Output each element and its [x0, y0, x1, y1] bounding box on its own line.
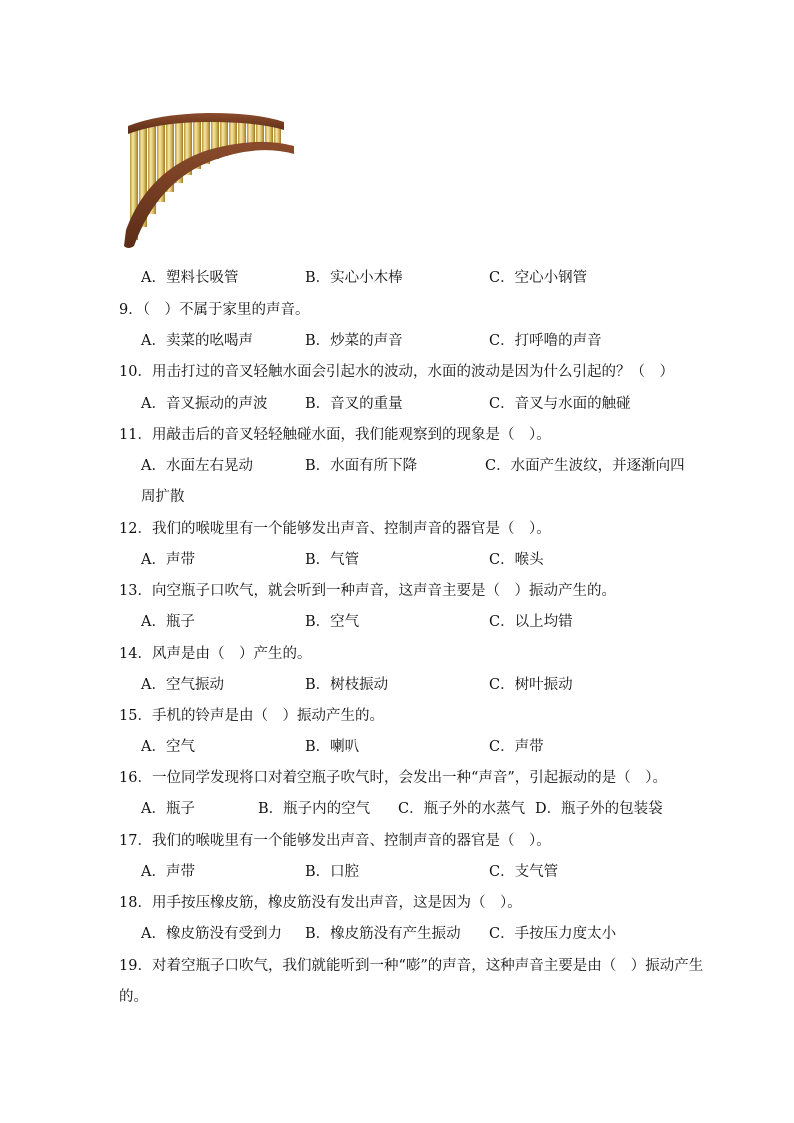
question-12-option-a: A．声带 [141, 552, 195, 568]
pan-flute-image [118, 100, 298, 260]
question-13-option-b: B．空气 [305, 614, 360, 630]
question-16-stem: 16．一位同学发现将口对着空瓶子吹气时，会发出一种“声音”，引起振动的是（ ）。 [119, 770, 668, 786]
question-17-stem: 17．我们的喉咙里有一个能够发出声音、控制声音的器官是（ ）。 [119, 833, 551, 849]
question-13-option-a: A．瓶子 [141, 614, 195, 630]
question-17-option-c: C．支气管 [489, 864, 559, 880]
question-16-option-d: D．瓶子外的包装袋 [535, 801, 663, 817]
question-10-stem: 10．用击打过的音叉轻触水面会引起水的波动，水面的波动是因为什么引起的？（ ） [119, 364, 674, 380]
q8-option-a: A．塑料长吸管 [141, 270, 239, 286]
question-12-stem: 12．我们的喉咙里有一个能够发出声音、控制声音的器官是（ ）。 [119, 521, 551, 537]
question-15-option-b: B．喇叭 [305, 739, 360, 755]
question-18-stem: 18．用手按压橡皮筋，橡皮筋没有发出声音，这是因为（ ）。 [119, 895, 522, 911]
question-11-option-c-continuation: 周扩散 [141, 489, 185, 505]
question-15-option-c: C．声带 [489, 739, 544, 755]
q8-option-b: B．实心小木棒 [305, 270, 403, 286]
question-17-option-b: B．口腔 [305, 864, 360, 880]
question-14-option-c: C．树叶振动 [489, 677, 573, 693]
question-18-option-b: B．橡皮筋没有产生振动 [305, 926, 461, 942]
question-14-stem: 14．风声是由（ ）产生的。 [119, 646, 312, 662]
question-11-option-a: A．水面左右晃动 [141, 458, 253, 474]
question-13-option-c: C．以上均错 [489, 614, 573, 630]
question-11-option-b: B．水面有所下降 [305, 458, 418, 474]
question-12-option-b: B．气管 [305, 552, 360, 568]
question-12-option-c: C．喉头 [489, 552, 544, 568]
question-17-option-a: A．声带 [141, 864, 195, 880]
question-10-option-c: C．音叉与水面的触碰 [489, 396, 631, 412]
question-11-stem: 11．用敲击后的音叉轻轻触碰水面，我们能观察到的现象是（ ）。 [119, 427, 551, 443]
q8-option-c: C．空心小钢管 [489, 270, 588, 286]
question-19-continuation: 的。 [119, 989, 148, 1005]
question-15-option-a: A．空气 [141, 739, 195, 755]
question-18-option-c: C．手按压力度太小 [489, 926, 617, 942]
question-16-option-c: C．瓶子外的水蒸气 [398, 801, 526, 817]
question-9-option-a: A．卖菜的吆喝声 [141, 333, 253, 349]
question-9-stem: 9．（ ）不属于家里的声音。 [119, 302, 310, 318]
question-11-option-c: C．水面产生波纹，并逐渐向四 [485, 458, 685, 474]
question-9-option-b: B．炒菜的声音 [305, 333, 403, 349]
question-15-stem: 15．手机的铃声是由（ ）振动产生的。 [119, 708, 384, 724]
question-14-option-b: B．树枝振动 [305, 677, 389, 693]
question-13-stem: 13．向空瓶子口吹气，就会听到一种声音，这声音主要是（ ）振动产生的。 [119, 583, 616, 599]
question-19-stem: 19．对着空瓶子口吹气，我们就能听到一种“嘭”的声音，这种声音主要是由（ ）振动产生 [119, 958, 704, 974]
question-14-option-a: A．空气振动 [141, 677, 224, 693]
question-10-option-b: B．音叉的重量 [305, 396, 403, 412]
question-9-option-c: C．打呼噜的声音 [489, 333, 602, 349]
question-10-option-a: A．音叉振动的声波 [141, 396, 268, 412]
question-16-option-a: A．瓶子 [141, 801, 195, 817]
question-16-option-b: B．瓶子内的空气 [258, 801, 371, 817]
question-18-option-a: A．橡皮筋没有受到力 [141, 926, 282, 942]
